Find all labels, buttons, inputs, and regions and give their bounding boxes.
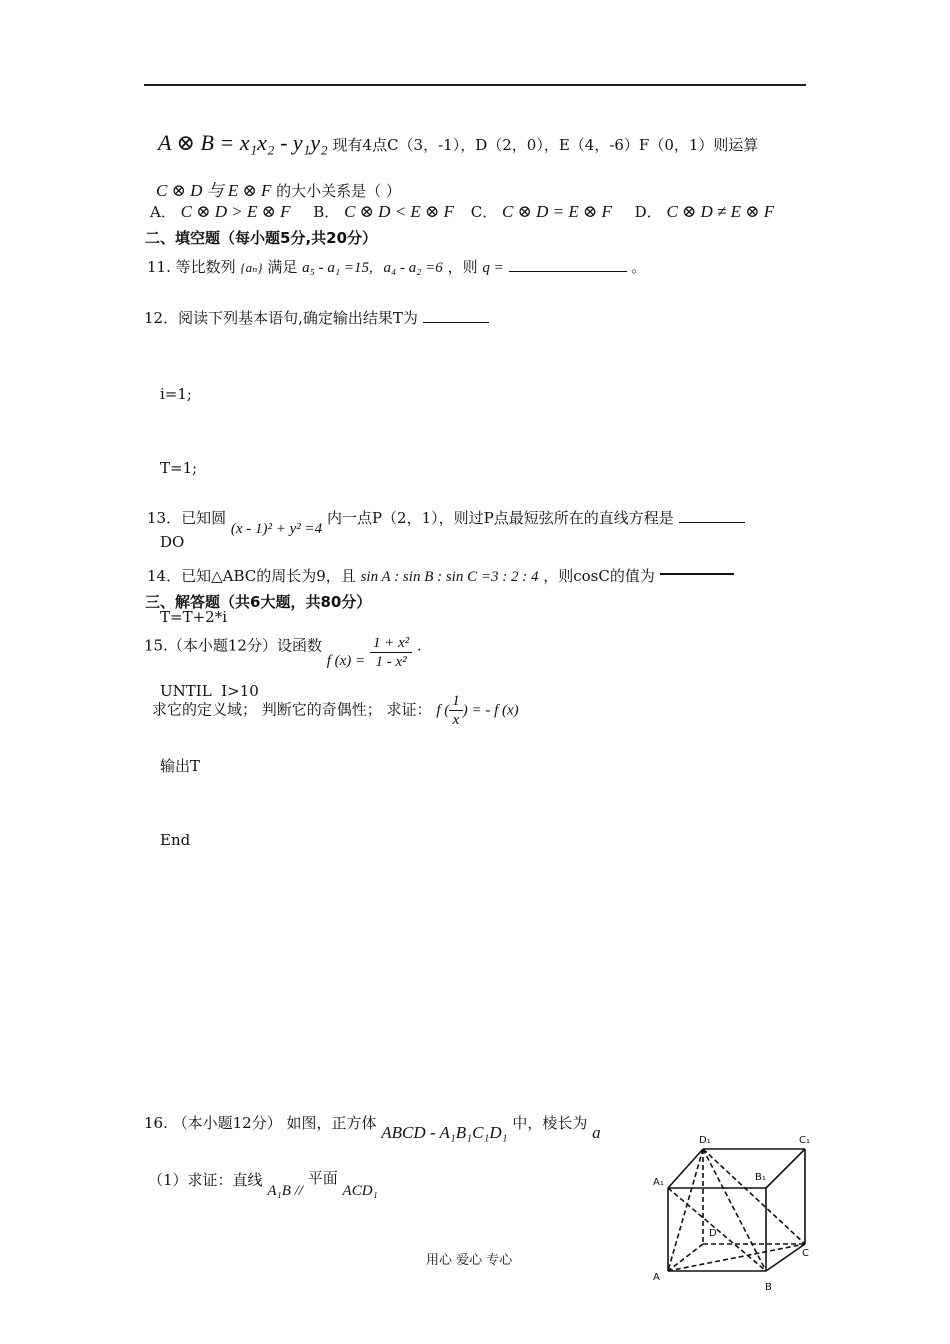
q13-text: 内一点P（2，1），则过P点最短弦所在的直线方程是 <box>326 509 674 527</box>
q11-answer-blank[interactable] <box>509 271 627 272</box>
section2-title: 二、填空题（每小题5分,共20分） <box>145 229 378 247</box>
q15-lhs: f (x) = <box>326 652 366 669</box>
q11-cond1: a₅ - a₁ =15, <box>302 260 373 276</box>
q16-prefix: 16. （本小题12分） 如图，正方体 <box>144 1114 377 1132</box>
q16-cube: ABCD - A₁B₁C₁D₁ <box>381 1123 508 1142</box>
q13-answer-blank[interactable] <box>679 522 745 523</box>
q15-denominator: 1 - x² <box>375 654 407 670</box>
edge-bc <box>766 1244 805 1271</box>
q10-option-b: C ⊗ D < E ⊗ F <box>344 202 454 221</box>
q16-line: A₁B // <box>267 1183 303 1199</box>
q15-proof-denominator: x <box>452 712 460 728</box>
q10-text: 现有4点C（3，-1），D（2，0），E（4，-6）F（0，1）则运算 <box>332 136 759 154</box>
q10-compare-expr: C ⊗ D 与 E ⊗ F <box>156 181 272 200</box>
q10-formula: A ⊗ B = x₁x₂ - y₁y₂ <box>158 130 328 155</box>
q15-proof-lhs: f ( <box>436 702 450 719</box>
q15-tasks <box>152 692 519 729</box>
code-line: i=1; <box>160 384 192 403</box>
q15-proof-fraction <box>449 692 463 729</box>
q11-var: q = <box>482 260 504 276</box>
vertex-label-a1: A₁ <box>653 1177 664 1188</box>
page-footer: 用心 爱心 专心 <box>426 1253 513 1268</box>
q10-option-b-label: B． <box>313 203 340 221</box>
q15-proof-numerator: 1 <box>449 692 463 711</box>
q10-line1 <box>158 130 758 156</box>
q15 <box>144 628 422 670</box>
q16-part1-text: （1）求证：直线 <box>148 1171 263 1189</box>
q16-mid: 中，棱长为 <box>512 1114 588 1132</box>
vertex-label-d: D <box>709 1228 717 1239</box>
vertex-label-d1: D₁ <box>699 1135 711 1146</box>
q10-options <box>150 201 774 222</box>
q12-text: 12．阅读下列基本语句,确定输出结果T为 <box>144 309 418 327</box>
q15-proof-rhs: ) = - f (x) <box>462 702 519 719</box>
code-line: UNTIL I>10 <box>160 682 259 701</box>
q10-compare-text: 的大小关系是（ ） <box>276 182 401 200</box>
q14-text: ，则cosC的值为 <box>543 567 655 585</box>
vertex-label-b: B <box>765 1282 772 1293</box>
q15-end: . <box>417 636 422 655</box>
q15-prefix: 15.（本小题12分）设函数 <box>144 636 322 655</box>
q16-plane: ACD₁ <box>342 1183 378 1199</box>
q10-option-d: C ⊗ D ≠ E ⊗ F <box>666 202 775 221</box>
cube-figure <box>645 1130 825 1295</box>
q14-answer-blank[interactable] <box>660 573 734 575</box>
q11-prefix: 11. 等比数列 <box>147 258 236 276</box>
section3-title: 三、解答题（共6大题，共80分） <box>145 593 372 611</box>
q10-option-c: C ⊗ D = E ⊗ F <box>501 202 612 221</box>
q10-option-a: C ⊗ D > E ⊗ F <box>180 202 291 221</box>
cube-hidden-lines <box>668 1149 805 1271</box>
header-rule <box>144 84 806 86</box>
q16-part1 <box>148 1169 378 1199</box>
code-line: T=1; <box>160 458 198 477</box>
code-line: DO <box>160 533 185 552</box>
diag-d1b <box>703 1149 766 1271</box>
q11 <box>147 256 646 277</box>
q13-formula: (x - 1)² + y² =4 <box>230 521 323 537</box>
q10-option-c-label: C． <box>470 203 498 221</box>
vertex-label-c1: C₁ <box>799 1135 810 1146</box>
q11-end: 。 <box>631 258 647 276</box>
code-line: End <box>160 830 191 849</box>
code-line: 输出T <box>160 756 201 775</box>
q12 <box>144 307 489 328</box>
q14 <box>147 565 734 586</box>
q16-edge: a <box>592 1123 601 1142</box>
q11-then: ，则 <box>447 258 478 276</box>
q14-prefix: 14．已知△ABC的周长为9，且 <box>147 567 356 585</box>
q15-fraction <box>370 634 412 671</box>
q11-cond2: a₄ - a₂ =6 <box>383 260 443 276</box>
q16 <box>144 1112 601 1142</box>
code-line: T=T+2*i <box>160 607 227 626</box>
diag-d1a <box>668 1149 703 1271</box>
q11-seq: {aₙ} <box>240 260 263 275</box>
q15-tasks-text: 求它的定义域； 判断它的奇偶性； 求证： <box>152 700 432 719</box>
q10-option-d-label: D． <box>634 203 662 221</box>
vertex-label-c: C <box>802 1248 809 1259</box>
vertex-label-b1: B₁ <box>755 1172 766 1183</box>
q13 <box>147 507 745 537</box>
vertex-label-a: A <box>653 1272 660 1283</box>
q16-plane-word: 平面 <box>307 1169 338 1187</box>
cube-edges <box>668 1149 805 1271</box>
q11-mid: 满足 <box>267 258 298 276</box>
q15-numerator: 1 + x² <box>370 634 412 653</box>
q13-prefix: 13．已知圆 <box>147 509 227 527</box>
edge-b1c1 <box>766 1149 805 1188</box>
q14-formula: sin A : sin B : sin C =3 : 2 : 4 <box>360 569 539 585</box>
q12-answer-blank[interactable] <box>423 322 489 323</box>
q10-line2 <box>156 176 401 201</box>
diag-a1b <box>668 1188 766 1271</box>
q10-option-a-label: A． <box>150 203 176 221</box>
